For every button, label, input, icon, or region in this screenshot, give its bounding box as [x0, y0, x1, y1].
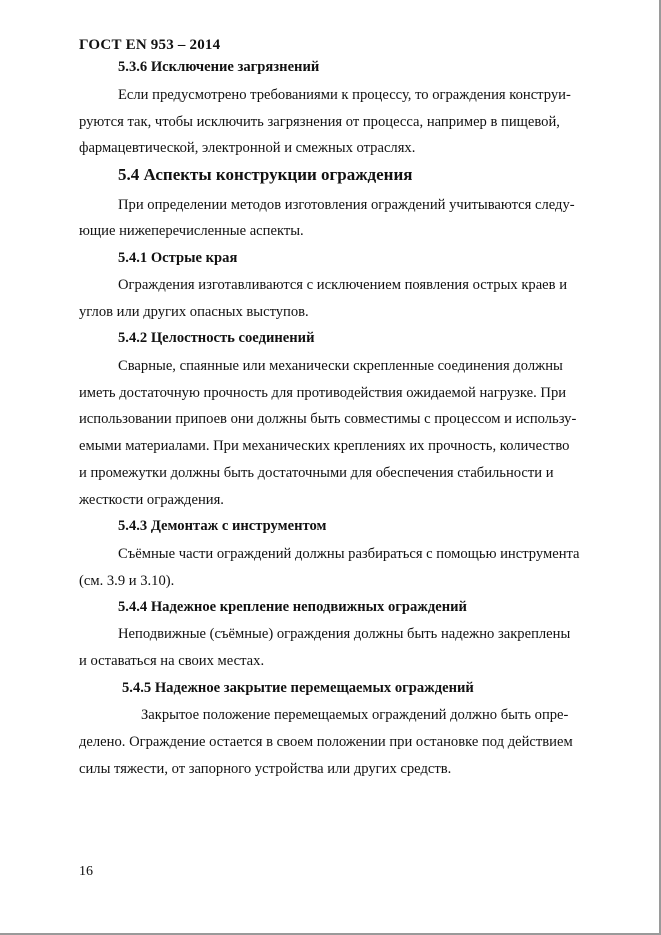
paragraph-line: фармацевтической, электронной и смежных отраслях. — [79, 140, 416, 156]
page-number: 16 — [79, 864, 93, 879]
document-header: ГОСТ EN 953 – 2014 — [79, 37, 221, 53]
paragraph-line: использовании припоев они должны быть совместимы с процессом и использу- — [79, 411, 577, 427]
paragraph-line: (см. 3.9 и 3.10). — [79, 573, 175, 589]
paragraph-line: При определении методов изготовления ограждений учитываются следу- — [118, 197, 575, 213]
paragraph-line: делено. Ограждение остается в своем положении при остановке под действием — [79, 734, 573, 750]
paragraph-line: руются так, чтобы исключить загрязнения от процесса, например в пищевой, — [79, 114, 560, 130]
paragraph-line: и промежутки должны быть достаточными для обеспечения стабильности и — [79, 465, 554, 481]
section-heading-5-4-5: 5.4.5 Надежное закрытие перемещаемых ограждений — [122, 680, 474, 696]
section-heading-5-4-1: 5.4.1 Острые края — [118, 250, 238, 266]
paragraph-line: Съёмные части ограждений должны разбираться с помощью инструмента — [118, 546, 580, 562]
paragraph-line: Если предусмотрено требованиями к процессу, то ограждения конструи- — [118, 87, 571, 103]
paragraph-line: Сварные, спаянные или механически скрепленные соединения должны — [118, 358, 563, 374]
section-heading-5-4-3: 5.4.3 Демонтаж с инструментом — [118, 518, 327, 534]
section-heading-5-3-6: 5.3.6 Исключение загрязнений — [118, 59, 320, 75]
paragraph-line: углов или других опасных выступов. — [79, 304, 309, 320]
paragraph-line: Ограждения изготавливаются с исключением появления острых краев и — [118, 277, 568, 293]
paragraph-line: жесткости ограждения. — [79, 492, 224, 508]
paragraph-line: иметь достаточную прочность для противодействия ожидаемой нагрузке. При — [79, 385, 567, 401]
section-heading-5-4-2: 5.4.2 Целостность соединений — [118, 330, 315, 346]
paragraph-line: емыми материалами. При механических креплениях их прочность, количество — [79, 438, 570, 454]
paragraph-line: и оставаться на своих местах. — [79, 653, 265, 669]
paragraph-line: силы тяжести, от запорного устройства или других средств. — [79, 761, 452, 777]
section-heading-5-4-4: 5.4.4 Надежное крепление неподвижных ограждений — [118, 599, 467, 615]
paragraph-line: Закрытое положение перемещаемых ограждений должно быть опре- — [141, 707, 569, 723]
section-heading-5-4: 5.4 Аспекты конструкции ограждения — [118, 165, 413, 184]
paragraph-line: ющие нижеперечисленные аспекты. — [79, 223, 304, 239]
paragraph-line: Неподвижные (съёмные) ограждения должны быть надежно закреплены — [118, 626, 571, 642]
